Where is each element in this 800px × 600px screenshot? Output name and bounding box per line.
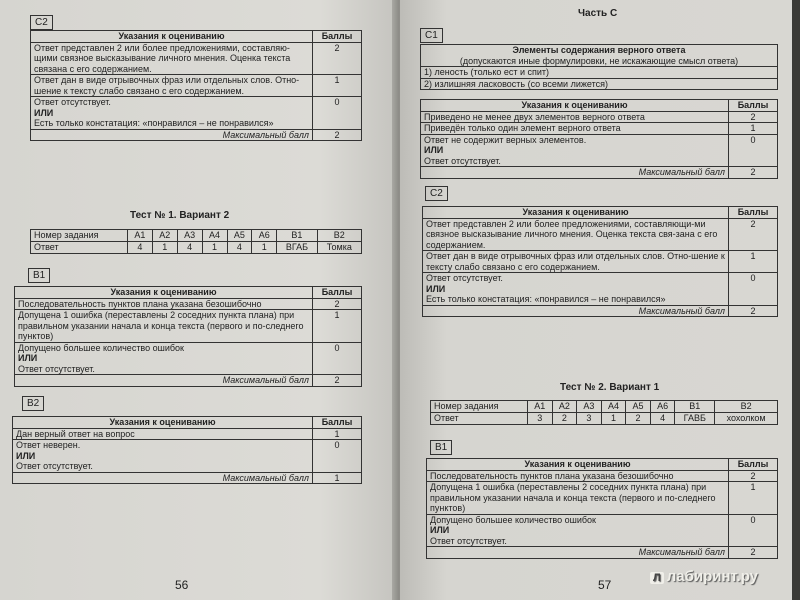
max-row: Максимальный балл 2 xyxy=(423,305,778,317)
b1-tag: В1 xyxy=(28,268,50,283)
c2-tag: С2 xyxy=(425,186,448,201)
watermark-logo-icon: Л xyxy=(650,572,664,584)
page-number: 57 xyxy=(598,578,612,592)
max-row: Максимальный балл 2 xyxy=(15,375,362,387)
test-title: Тест № 1. Вариант 2 xyxy=(130,210,230,221)
b1-table: Указания к оцениванию Баллы Последовательность пунктов плана указана безошибочно 2 Допущена 1 ошибка (переставлены 2 соседних пункта плана) при правильном указании начала и конца текста (первого и по-следнего пунктов) 1 Допущено большее количество ошибок ИЛИ Ответ отсутствует. 0 Максимальный балл 2 xyxy=(14,286,362,387)
table-row: Ответ неверен. ИЛИ Ответ отсутствует. 0 xyxy=(13,440,362,473)
max-row: Максимальный балл 1 xyxy=(13,472,362,484)
c1-elements-table: Элементы содержания верного ответа (допускаются иные формулировки, не искажающие смысл ответа) 1) леность (только ест и спит) 2) излишняя ласковость (со всеми лижется) xyxy=(420,44,778,90)
b1-table: Указания к оцениванию Баллы Последовательность пунктов плана указана безошибочно 2 Допущена 1 ошибка (переставлены 2 соседних пункта плана) при правильном указании начала и конца текста (первого и по-следнего пунктов) 1 Допущено большее количество ошибок ИЛИ Ответ отсутствует. 0 Максимальный балл 2 xyxy=(426,458,778,559)
c2-header: Указания к оцениванию xyxy=(31,31,313,43)
max-row: Максимальный балл 2 xyxy=(421,167,778,179)
table-row: Дан верный ответ на вопрос 1 xyxy=(13,428,362,440)
table-row: Допущено большее количество ошибок ИЛИ Ответ отсутствует. 0 xyxy=(15,342,362,375)
b2-table: Указания к оцениванию Баллы Дан верный ответ на вопрос 1 Ответ неверен. ИЛИ Ответ отсутствует. 0 Максимальный балл 1 xyxy=(12,416,362,484)
table-row: Ответ отсутствует. ИЛИ Есть только констатация: «понравился – не понравился» 0 xyxy=(31,97,362,130)
part-title: Часть С xyxy=(578,8,618,19)
b2-tag: В2 xyxy=(22,396,44,411)
answers-table: Номер задания А1 А2 А3 А4 А5 А6 В1 В2 Ответ 4 1 4 1 4 1 ВГАБ Томка xyxy=(30,229,362,254)
table-row: Ответ представлен 2 или более предложениями, составляю-щими связное высказывание личного мнения. Оценка текста связана с его содержанием. 2 xyxy=(31,42,362,75)
max-row: Максимальный балл 2 xyxy=(427,547,778,559)
c2-table: Указания к оцениванию Баллы Ответ представлен 2 или более предложениями, составляющи-ми связное высказывание личного мнения. Оценка текста свя-зана с его содержанием. 2 Ответ дан в виде отрывочных фраз или отдельных слов. Отно-шение к тексту слабо связано с его содержанием. 1 Ответ отсутствует. ИЛИ Есть только констатация: «понравился – не понравился» 0 Максимальный балл 2 xyxy=(422,206,778,317)
max-row: Максимальный балл 2 xyxy=(31,129,362,141)
table-row: Последовательность пунктов плана указана безошибочно 2 xyxy=(427,470,778,482)
test-title: Тест № 2. Вариант 1 xyxy=(560,382,660,393)
b1-tag: В1 xyxy=(430,440,452,455)
table-row: Ответ дан в виде отрывочных фраз или отдельных слов. Отно-шение к тексту слабо связано с его содержанием. 1 xyxy=(31,75,362,97)
table-row: Ответ дан в виде отрывочных фраз или отдельных слов. Отно-шение к тексту слабо связано с его содержанием. 1 xyxy=(423,251,778,273)
c1-table: Указания к оцениванию Баллы Приведено не менее двух элементов верного ответа 2 Приведён только один элемент верного ответа 1 Ответ не содержит верных элементов. ИЛИ Ответ отсутствует. 0 Максимальный балл 2 xyxy=(420,99,778,179)
table-row: Ответ не содержит верных элементов. ИЛИ Ответ отсутствует. 0 xyxy=(421,134,778,167)
table-row: Ответ представлен 2 или более предложениями, составляющи-ми связное высказывание личного мнения. Оценка текста свя-зана с его содержанием. 2 xyxy=(423,218,778,251)
answers-table: Номер задания А1 А2 А3 А4 А5 А6 В1 В2 Ответ 3 2 3 1 2 4 ГАВБ хохолком xyxy=(430,400,778,425)
table-row: Ответ отсутствует. ИЛИ Есть только констатация: «понравился – не понравился» 0 xyxy=(423,273,778,306)
table-row: Приведено не менее двух элементов верного ответа 2 xyxy=(421,111,778,123)
page-number: 56 xyxy=(175,578,189,592)
c1-tag: С1 xyxy=(420,28,443,43)
table-row: Допущена 1 ошибка (переставлены 2 соседних пункта плана) при правильном указании начала и конца текста (первого и по-следнего пунктов) 1 xyxy=(427,482,778,515)
table-row: Допущена 1 ошибка (переставлены 2 соседних пункта плана) при правильном указании начала и конца текста (первого и по-следнего пунктов) 1 xyxy=(15,310,362,343)
watermark: Л лабиринт.ру xyxy=(650,568,758,585)
c2-tag: С2 xyxy=(30,15,53,30)
table-row: Последовательность пунктов плана указана безошибочно 2 xyxy=(15,298,362,310)
c2-score-header: Баллы xyxy=(313,31,362,43)
table-row: Приведён только один элемент верного ответа 1 xyxy=(421,123,778,135)
c2-table xyxy=(30,30,362,141)
table-row: Допущено большее количество ошибок ИЛИ Ответ отсутствует. 0 xyxy=(427,514,778,547)
right-page xyxy=(400,0,792,600)
